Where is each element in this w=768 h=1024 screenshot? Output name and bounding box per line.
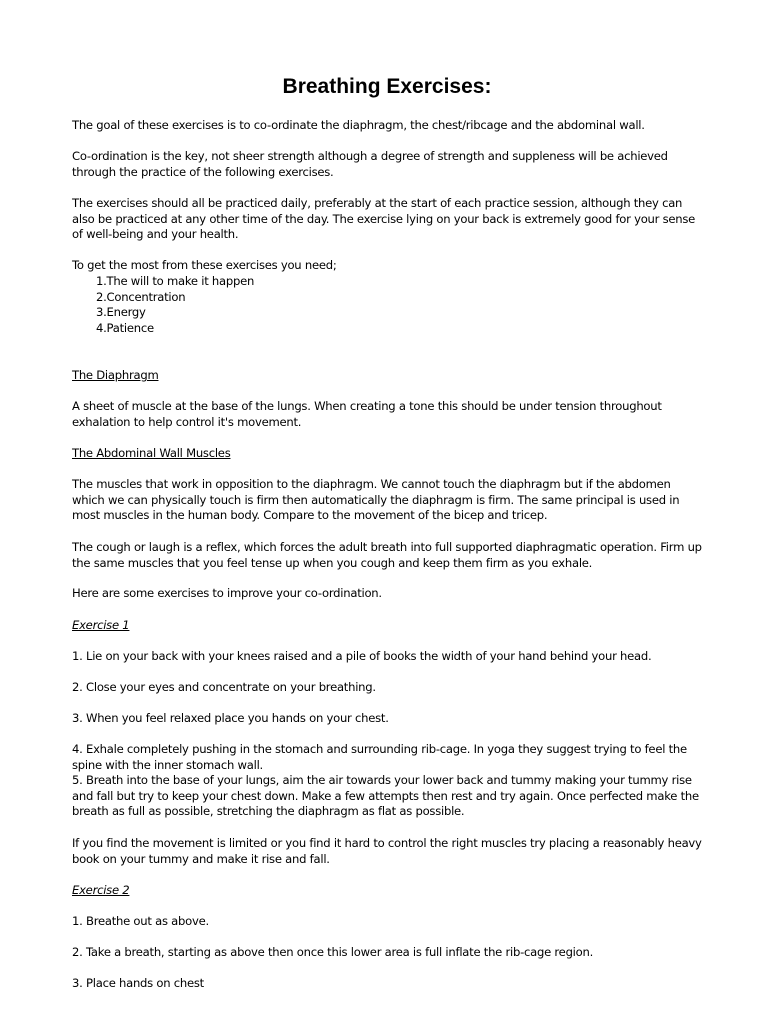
list-item: 1.The will to make it happen — [96, 274, 255, 288]
exercise1-heading: Exercise 1 — [72, 618, 130, 632]
abdominal-paragraph-exercises: Here are some exercises to improve your co-ordination. — [72, 586, 382, 600]
abdominal-paragraph-opposition: The muscles that work in opposition to the diaphragm. We cannot touch the diaphragm but if the abdomen which we can physically touch is firm then automatically the diaphragm is firm. The same principal is used in most muscles in the human body. Compare to the movement of the bicep and tricep. — [72, 477, 680, 523]
abdominal-heading: The Abdominal Wall Muscles — [72, 446, 231, 460]
list-item: 4.Patience — [96, 320, 154, 335]
intro-paragraph-coordination: Co-ordination is the key, not sheer strength although a degree of strength and suppleness will be achieved through the practice of the following exercises. — [72, 149, 668, 179]
exercise1-step-2: 2. Close your eyes and concentrate on your breathing. — [72, 680, 376, 694]
intro-paragraph-practice: The exercises should all be practiced daily, preferably at the start of each practice session, although they can also be practiced at any other time of the day. The exercise lying on your back is extremely good for your sense of well-being and your health. — [72, 196, 696, 242]
diaphragm-paragraph: A sheet of muscle at the base of the lungs. When creating a tone this should be under tension throughout exhalation to help control it's movement. — [72, 399, 662, 429]
exercise2-heading: Exercise 2 — [72, 883, 130, 897]
abdominal-paragraph-cough: The cough or laugh is a reflex, which forces the adult breath into full supported diaphragmatic operation. Firm up the same muscles that you feel tense up when you cough and keep them firm as you exhale. — [72, 540, 702, 570]
intro-paragraph-needs: To get the most from these exercises you need; — [72, 258, 337, 272]
exercise1-note: If you find the movement is limited or you find it hard to control the right muscles try placing a reasonably heavy book on your tummy and make it rise and fall. — [72, 836, 702, 866]
exercise1-step-1: 1. Lie on your back with your knees raised and a pile of books the width of your hand behind your head. — [72, 649, 652, 663]
exercise1-step-3: 3. When you feel relaxed place you hands on your chest. — [72, 711, 389, 725]
list-item: 2.Concentration — [96, 289, 186, 304]
exercise1-step-5: 5. Breath into the base of your lungs, aim the air towards your lower back and tummy making your tummy rise and fall but try to keep your chest down. Make a few attempts then rest and try again. Once perfected make the breath as full as possible, stretching the diaphragm as flat as possible. — [72, 773, 699, 819]
intro-paragraph-goal: The goal of these exercises is to co-ordinate the diaphragm, the chest/ribcage and the abdominal wall. — [72, 118, 645, 132]
exercise2-step-1: 1. Breathe out as above. — [72, 914, 209, 928]
needs-list — [96, 274, 254, 336]
exercise1-step-4: 4. Exhale completely pushing in the stomach and surrounding rib-cage. In yoga they suggest trying to feel the spine with the inner stomach wall. — [72, 742, 687, 772]
exercise2-step-2: 2. Take a breath, starting as above then once this lower area is full inflate the rib-cage region. — [72, 945, 594, 959]
diaphragm-heading: The Diaphragm — [72, 368, 159, 382]
document-title: Breathing Exercises: — [282, 75, 492, 98]
list-item: 3.Energy — [96, 305, 146, 320]
exercise2-step-3: 3. Place hands on chest — [72, 976, 204, 990]
